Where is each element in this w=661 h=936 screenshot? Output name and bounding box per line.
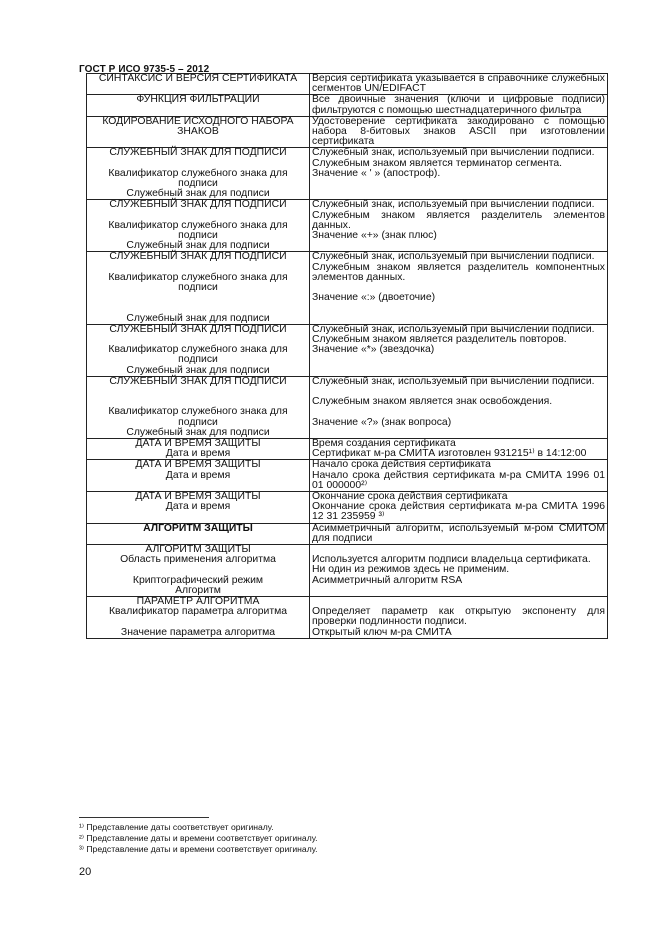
row-label-cell: ДАТА И ВРЕМЯ ЗАЩИТЫ Дата и время <box>87 460 310 492</box>
row-description-cell: Начало срока действия сертификата Начало срока действия сертификата м-ра СМИТА 1996 01 01 000000²⁾ <box>310 460 608 492</box>
footnote-separator <box>79 817 209 818</box>
document-header: ГОСТ Р ИСО 9735-5 – 2012 <box>79 64 210 75</box>
row-description-cell: Определяет параметр как открытую экспоненту для проверки подлинности подписи. Открытый ключ м-ра СМИТА <box>310 597 608 639</box>
row-description-cell: Версия сертификата указывается в справочнике служебных сегментов UN/EDIFACT <box>310 74 608 95</box>
row-label-cell: АЛГОРИТМ ЗАЩИТЫ Область применения алгоритма Криптографический режим Алгоритм <box>87 545 310 597</box>
row-label-cell: ДАТА И ВРЕМЯ ЗАЩИТЫ Дата и время <box>87 438 310 459</box>
table-row <box>87 492 608 524</box>
page-number: 20 <box>79 866 92 878</box>
row-description-cell: Служебный знак, используемый при вычислении подписи. Служебным знаком является знак освобождения. Значение «?» (знак вопроса) <box>310 376 608 438</box>
row-label-cell: ФУНКЦИЯ ФИЛЬТРАЦИИ <box>87 95 310 116</box>
row-label-cell: ДАТА И ВРЕМЯ ЗАЩИТЫ Дата и время <box>87 492 310 524</box>
table-row <box>87 597 608 639</box>
row-label-cell: АЛГОРИТМ ЗАЩИТЫ <box>87 523 310 544</box>
row-label-cell: СЛУЖЕБНЫЙ ЗНАК ДЛЯ ПОДПИСИ Квалификатор служебного знака для подписи Служебный знак для подписи <box>87 376 310 438</box>
footnote: ³⁾ Представление даты и времени соответствует оригиналу. <box>79 844 318 854</box>
row-label-cell: КОДИРОВАНИЕ ИСХОДНОГО НАБОРА ЗНАКОВ <box>87 116 310 148</box>
table-row <box>87 324 608 376</box>
row-description-cell: Асимметричный алгоритм, используемый м-ром СМИТОМ для подписи <box>310 523 608 544</box>
row-label-cell: СЛУЖЕБНЫЙ ЗНАК ДЛЯ ПОДПИСИ Квалификатор служебного знака для подписи Служебный знак для подписи <box>87 252 310 324</box>
table-row <box>87 460 608 492</box>
certificate-table <box>86 73 608 639</box>
table-row <box>87 252 608 324</box>
table-row <box>87 523 608 544</box>
row-label-cell: СИНТАКСИС И ВЕРСИЯ СЕРТИФИКАТА <box>87 74 310 95</box>
row-description-cell: Окончание срока действия сертификата Окончание срока действия сертификата м-ра СМИТА 1996 12 31 235959 ³⁾ <box>310 492 608 524</box>
row-description-cell: Служебный знак, используемый при вычислении подписи. Служебным знаком является разделитель компонентных элементов данных. Значение «:» (двоеточие) <box>310 252 608 324</box>
table-row <box>87 148 608 200</box>
table-row <box>87 74 608 95</box>
footnote: ²⁾ Представление даты и времени соответствует оригиналу. <box>79 833 318 843</box>
table-row <box>87 545 608 597</box>
row-label-cell: СЛУЖЕБНЫЙ ЗНАК ДЛЯ ПОДПИСИ Квалификатор служебного знака для подписи Служебный знак для подписи <box>87 324 310 376</box>
row-description-cell: Время создания сертификата Сертификат м-ра СМИТА изготовлен 931215¹⁾ в 14:12:00 <box>310 438 608 459</box>
row-label-cell: СЛУЖЕБНЫЙ ЗНАК ДЛЯ ПОДПИСИ Квалификатор служебного знака для подписи Служебный знак для подписи <box>87 148 310 200</box>
row-label-cell: ПАРАМЕТР АЛГОРИТМА Квалификатор параметра алгоритма Значение параметра алгоритма <box>87 597 310 639</box>
row-description-cell: Служебный знак, используемый при вычислении подписи. Служебным знаком является разделитель повторов. Значение «*» (звездочка) <box>310 324 608 376</box>
table-row <box>87 95 608 116</box>
row-description-cell: Все двоичные значения (ключи и цифровые подписи) фильтруются с помощью шестнадцатеричного фильтра <box>310 95 608 116</box>
table-row <box>87 438 608 459</box>
row-description-cell: Служебный знак, используемый при вычислении подписи. Служебным знаком является терминатор сегмента. Значение « ' » (апостроф). <box>310 148 608 200</box>
row-description-cell: Удостоверение сертификата закодировано с помощью набора 8-битовых знаков ASCII при изготовлении сертификата <box>310 116 608 148</box>
table-row <box>87 116 608 148</box>
row-label-cell: СЛУЖЕБНЫЙ ЗНАК ДЛЯ ПОДПИСИ Квалификатор служебного знака для подписи Служебный знак для подписи <box>87 200 310 252</box>
row-description-cell: Используется алгоритм подписи владельца сертификата. Ни один из режимов здесь не применим. Асимметричный алгоритм RSA <box>310 545 608 597</box>
row-description-cell: Служебный знак, используемый при вычислении подписи. Служебным знаком является разделитель элементов данных. Значение «+» (знак плюс) <box>310 200 608 252</box>
footnotes <box>79 822 318 855</box>
footnote: ¹⁾ Представление даты соответствует оригиналу. <box>79 822 274 832</box>
table-row <box>87 200 608 252</box>
table-row <box>87 376 608 438</box>
